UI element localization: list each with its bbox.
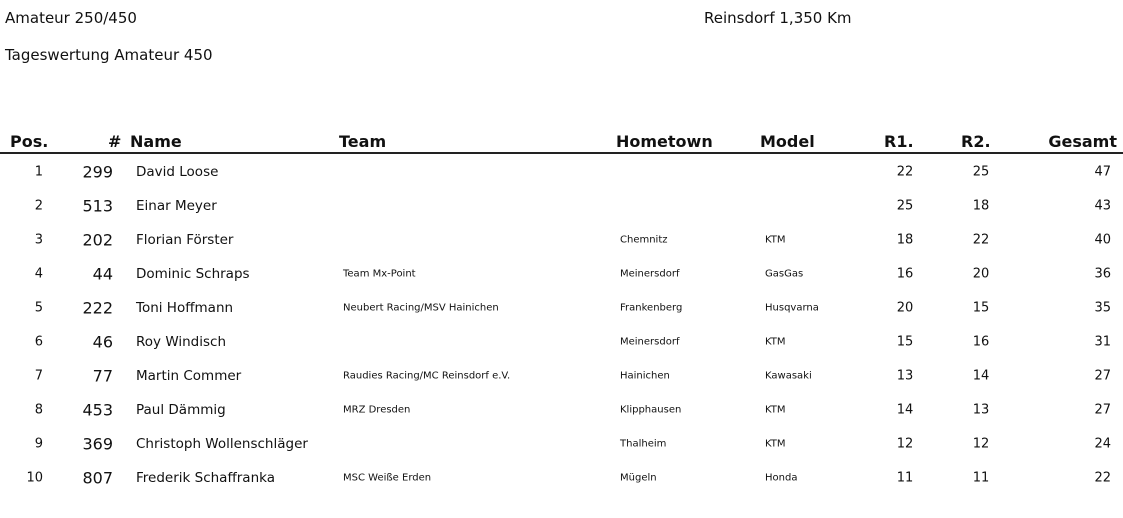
header-name: Name [130, 132, 182, 151]
cell-name: Florian Förster [136, 232, 234, 248]
cell-num: 453 [82, 400, 113, 420]
header-total: Gesamt [1048, 132, 1117, 151]
table-row [0, 325, 1123, 359]
cell-hometown: Hainichen [620, 370, 670, 382]
cell-total: 40 [1094, 232, 1111, 248]
cell-name: Paul Dämmig [136, 402, 226, 418]
header-model: Model [760, 132, 815, 151]
cell-pos: 6 [34, 334, 43, 350]
cell-num: 807 [82, 468, 113, 488]
cell-hometown: Klipphausen [620, 404, 682, 416]
header-r1: R1. [884, 132, 914, 151]
cell-r2: 14 [972, 368, 990, 384]
cell-total: 22 [1094, 470, 1111, 486]
header-pos: Pos. [10, 132, 49, 151]
cell-num: 46 [92, 332, 113, 352]
cell-total: 24 [1094, 436, 1111, 452]
cell-total: 31 [1094, 334, 1111, 350]
header-r2: R2. [961, 132, 991, 151]
cell-hometown: Meinersdorf [620, 336, 680, 348]
cell-r1: 11 [896, 470, 914, 486]
cell-total: 36 [1094, 266, 1111, 282]
cell-hometown: Meinersdorf [620, 268, 680, 280]
cell-team: Raudies Racing/MC Reinsdorf e.V. [343, 370, 511, 382]
cell-num: 369 [82, 434, 113, 454]
cell-r2: 12 [972, 436, 990, 452]
table-row [0, 393, 1123, 427]
cell-pos: 3 [34, 232, 43, 248]
table-row [0, 257, 1123, 291]
cell-total: 27 [1094, 368, 1111, 384]
cell-num: 202 [82, 230, 113, 250]
cell-total: 43 [1094, 198, 1111, 214]
cell-r2: 11 [972, 470, 990, 486]
cell-r2: 13 [972, 402, 990, 418]
cell-pos: 2 [34, 198, 43, 214]
header-number: # [108, 132, 122, 151]
cell-total: 35 [1094, 300, 1111, 316]
cell-r2: 18 [972, 198, 990, 214]
table-row [0, 359, 1123, 393]
cell-hometown: Thalheim [620, 438, 667, 450]
cell-team: Team Mx-Point [343, 268, 416, 280]
header-team: Team [339, 132, 387, 151]
cell-name: Martin Commer [136, 368, 242, 384]
cell-name: David Loose [136, 164, 219, 180]
cell-hometown: Chemnitz [620, 234, 668, 246]
cell-r1: 12 [896, 436, 914, 452]
cell-model: KTM [765, 234, 786, 246]
cell-r1: 18 [896, 232, 914, 248]
cell-model: Husqvarna [765, 302, 819, 314]
table-row [0, 155, 1123, 189]
cell-pos: 9 [34, 436, 43, 452]
cell-model: KTM [765, 336, 786, 348]
table-header [0, 132, 1123, 154]
cell-pos: 7 [34, 368, 43, 384]
cell-num: 299 [82, 162, 113, 182]
table-row [0, 461, 1123, 495]
header-hometown: Hometown [616, 132, 713, 151]
cell-pos: 5 [34, 300, 43, 316]
cell-r1: 20 [896, 300, 914, 316]
cell-name: Dominic Schraps [136, 266, 250, 282]
cell-name: Frederik Schaffranka [136, 470, 275, 486]
cell-r1: 14 [896, 402, 914, 418]
cell-r2: 20 [972, 266, 990, 282]
cell-num: 513 [82, 196, 113, 216]
cell-num: 77 [92, 366, 113, 386]
cell-pos: 10 [26, 470, 43, 486]
cell-num: 44 [92, 264, 113, 284]
cell-r1: 22 [896, 164, 914, 180]
table-row [0, 291, 1123, 325]
cell-pos: 4 [34, 266, 43, 282]
cell-hometown: Mügeln [620, 472, 657, 484]
cell-model: KTM [765, 438, 786, 450]
cell-model: Honda [765, 472, 798, 484]
cell-r1: 15 [896, 334, 914, 350]
cell-r2: 16 [972, 334, 990, 350]
class-title: Amateur 250/450 [5, 9, 137, 27]
cell-num: 222 [82, 298, 113, 318]
cell-name: Toni Hoffmann [136, 300, 234, 316]
cell-r2: 25 [972, 164, 990, 180]
cell-r1: 13 [896, 368, 914, 384]
cell-r2: 22 [972, 232, 990, 248]
cell-name: Roy Windisch [136, 334, 227, 350]
cell-model: Kawasaki [765, 370, 812, 382]
cell-total: 47 [1094, 164, 1111, 180]
table-row [0, 427, 1123, 461]
cell-hometown: Frankenberg [620, 302, 683, 314]
cell-model: KTM [765, 404, 786, 416]
cell-model: GasGas [765, 268, 804, 280]
cell-total: 27 [1094, 402, 1111, 418]
table-row [0, 189, 1123, 223]
cell-r1: 25 [896, 198, 914, 214]
location-title: Reinsdorf 1,350 Km [704, 9, 852, 27]
table-row [0, 223, 1123, 257]
results-subtitle: Tageswertung Amateur 450 [5, 46, 213, 64]
cell-team: MRZ Dresden [343, 404, 411, 416]
cell-pos: 1 [34, 164, 43, 180]
cell-name: Einar Meyer [136, 198, 217, 214]
cell-team: MSC Weiße Erden [343, 472, 432, 484]
cell-team: Neubert Racing/MSV Hainichen [343, 302, 499, 314]
cell-name: Christoph Wollenschläger [136, 436, 308, 452]
cell-r1: 16 [896, 266, 914, 282]
cell-pos: 8 [34, 402, 43, 418]
cell-r2: 15 [972, 300, 990, 316]
